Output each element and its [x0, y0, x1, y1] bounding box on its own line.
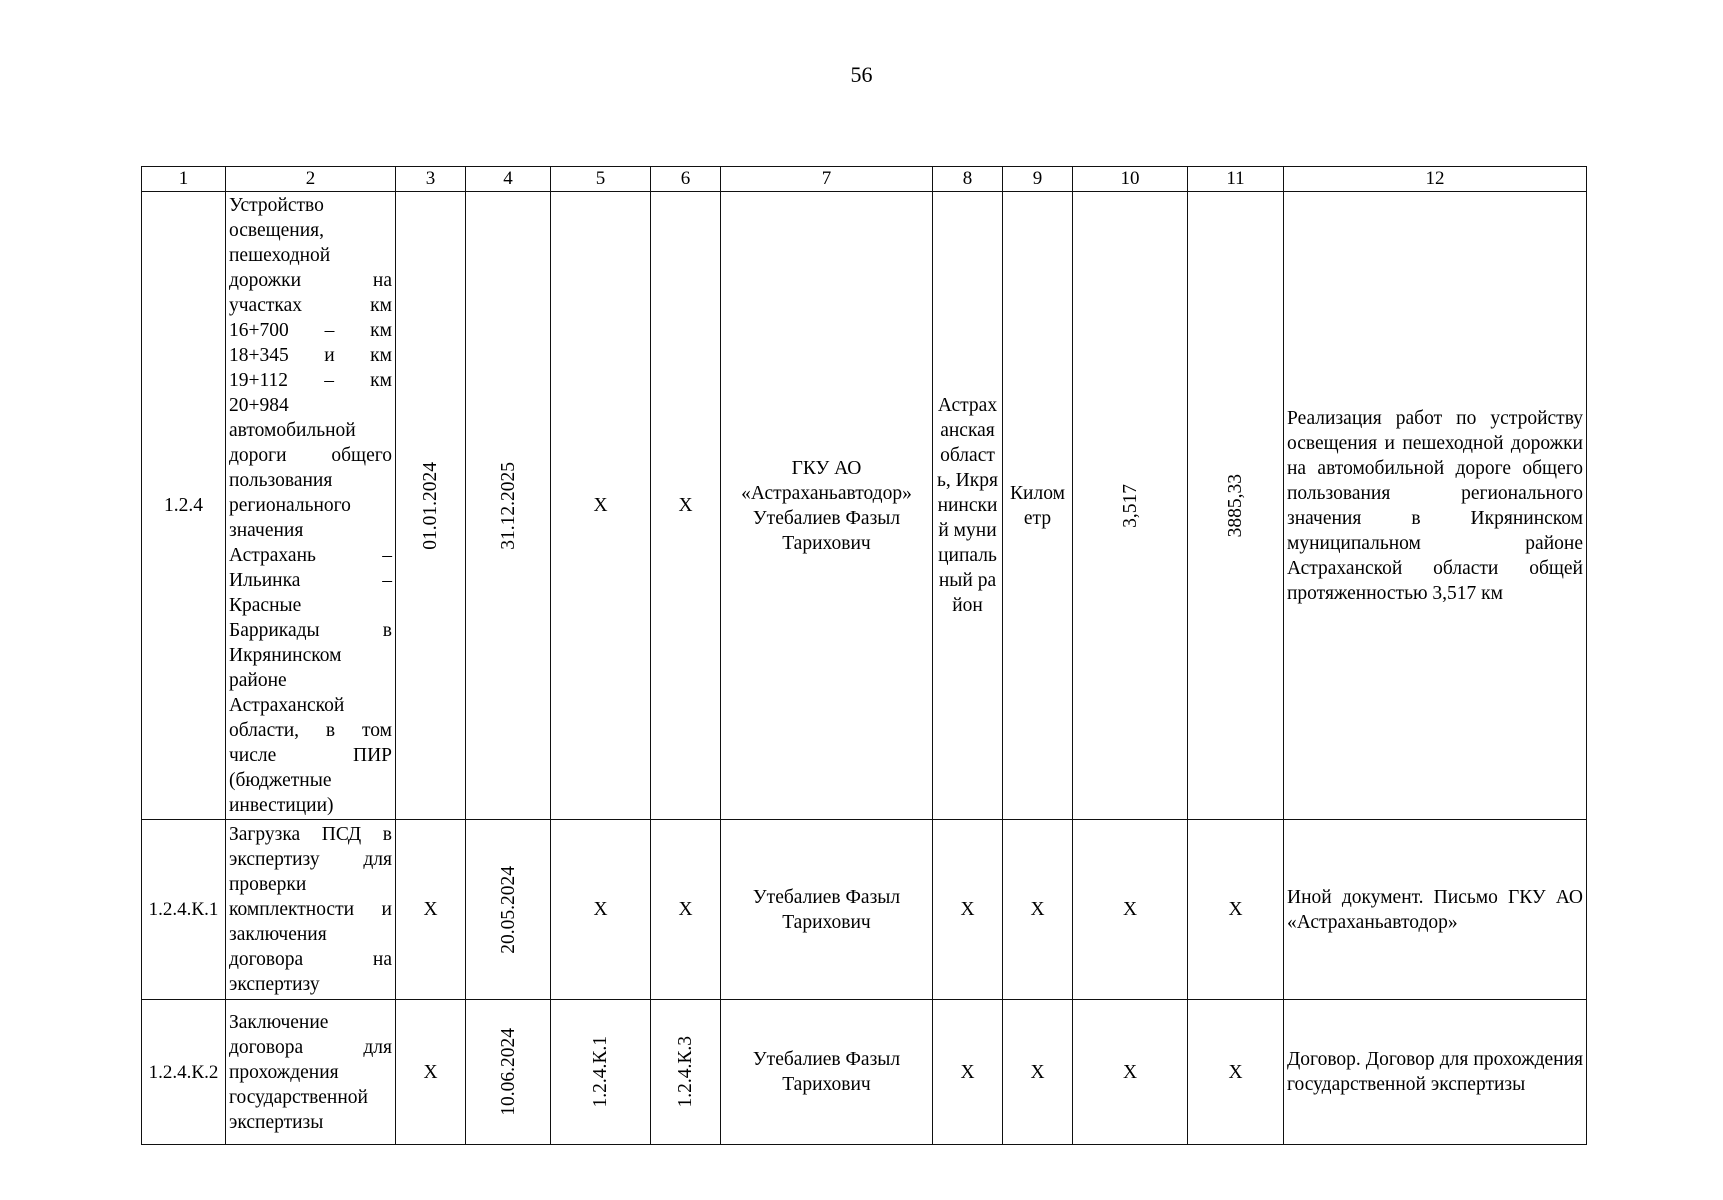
col3-value: X: [396, 820, 466, 1000]
col9-value: X: [1003, 1000, 1073, 1145]
col10-value: X: [1073, 1000, 1188, 1145]
quantity: 3,517: [1119, 483, 1141, 528]
amount-cell: [1188, 192, 1284, 820]
end-date-cell: [466, 820, 551, 1000]
col5-value: X: [551, 820, 651, 1000]
quantity-cell: [1073, 192, 1188, 820]
header-col-12: 12: [1284, 167, 1587, 192]
header-col-11: 11: [1188, 167, 1284, 192]
col8-value: X: [933, 1000, 1003, 1145]
col6-value: X: [651, 192, 721, 820]
end-date: 20.05.2024: [497, 865, 519, 954]
table-row: [142, 820, 1587, 1000]
end-date-cell: [466, 192, 551, 820]
result-description: Реализация работ по устройству освещения и пешеходной дорожки на автомобильной дороге общего пользования регионального значения в Икрянинском муниципальном районе Астраханской области общей протяженностью 3,517 км: [1284, 192, 1587, 820]
header-col-9: 9: [1003, 167, 1073, 192]
start-date-cell: [396, 192, 466, 820]
row-number: 1.2.4: [142, 192, 226, 820]
responsible: Утебалиев Фазыл Тарихович: [721, 1000, 933, 1145]
header-col-4: 4: [466, 167, 551, 192]
end-date: 10.06.2024: [497, 1028, 519, 1116]
row-number: 1.2.4.К.2: [142, 1000, 226, 1145]
end-date-cell: [466, 1000, 551, 1145]
col11-value: X: [1188, 1000, 1284, 1145]
header-col-5: 5: [551, 167, 651, 192]
end-date: 31.12.2025: [497, 461, 519, 550]
territory: Астраханская область, Икрянинский муниципальный район: [933, 192, 1003, 820]
header-col-6: 6: [651, 167, 721, 192]
header-col-1: 1: [142, 167, 226, 192]
start-date: 01.01.2024: [420, 461, 441, 550]
table-row: [142, 1000, 1587, 1145]
responsible: ГКУ АО «Астраханьавтодор» Утебалиев Фазыл Тарихович: [721, 192, 933, 820]
col10-value: X: [1073, 820, 1188, 1000]
col5-value: X: [551, 192, 651, 820]
page-number: 56: [850, 62, 873, 87]
header-col-2: 2: [226, 167, 396, 192]
col11-value: X: [1188, 820, 1284, 1000]
predecessor-cell: [551, 1000, 651, 1145]
successor: 1.2.4.К.3: [675, 1036, 696, 1108]
row-number: 1.2.4.К.1: [142, 820, 226, 1000]
result-description: Иной документ. Письмо ГКУ АО «Астраханьавтодор»: [1284, 820, 1587, 1000]
successor-cell: [651, 1000, 721, 1145]
result-description: Договор. Договор для прохождения государственной экспертизы: [1284, 1000, 1587, 1145]
table-row: [142, 192, 1587, 820]
header-col-8: 8: [933, 167, 1003, 192]
header-row: [142, 167, 1587, 192]
col8-value: X: [933, 820, 1003, 1000]
event-name: Заключение договора для прохождения государственной экспертизы: [226, 1000, 396, 1145]
data-table: [141, 166, 1587, 1145]
unit: Километр: [1003, 192, 1073, 820]
header-col-7: 7: [721, 167, 933, 192]
amount: 3885,33: [1225, 473, 1246, 538]
header-col-10: 10: [1073, 167, 1188, 192]
event-name: Устройство освещения, пешеходной дорожки на участках км 16+700 – км 18+345 и км 19+112 – км 20+984 автомобильной дороги общего пользования регионального значения Астрахань – Ильинка – Красные Баррикады в Икрянинском районе Астраханской области, в том числе ПИР (бюджетные инвестиции): [226, 192, 396, 820]
col9-value: X: [1003, 820, 1073, 1000]
predecessor: 1.2.4.К.1: [590, 1036, 611, 1108]
col6-value: X: [651, 820, 721, 1000]
col3-value: X: [396, 1000, 466, 1145]
header-col-3: 3: [396, 167, 466, 192]
event-name: Загрузка ПСД в экспертизу для проверки комплектности и заключения договора на экспертизу: [226, 820, 396, 1000]
responsible: Утебалиев Фазыл Тарихович: [721, 820, 933, 1000]
